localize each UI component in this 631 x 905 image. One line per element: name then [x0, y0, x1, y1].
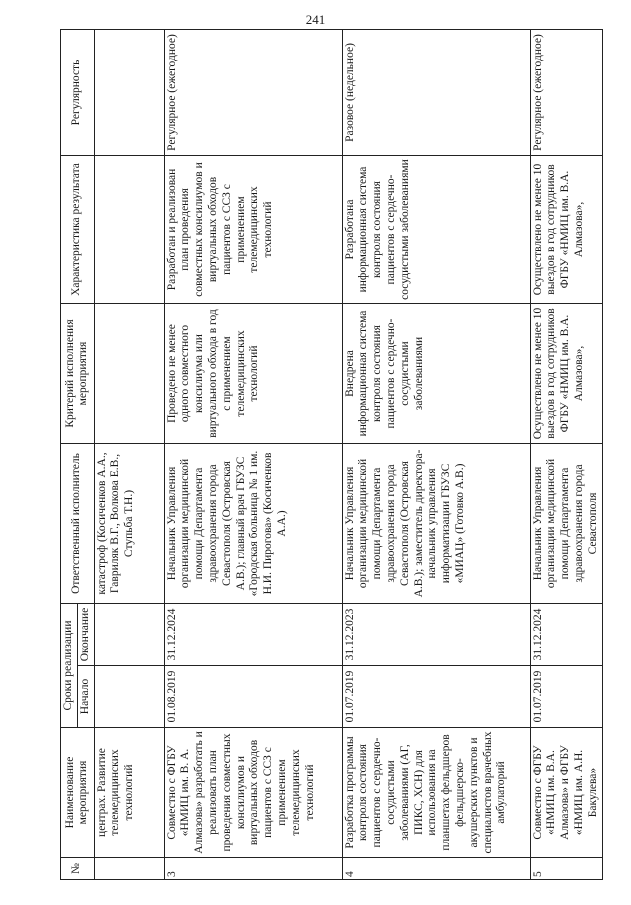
row-regularity: Регулярное (ежегодное) [164, 30, 342, 156]
row-criterion [94, 304, 164, 444]
page-number: 241 [305, 12, 326, 27]
row-regularity [94, 30, 164, 156]
header-regularity: Регулярность [61, 30, 95, 156]
row-name: Совместно с ФГБУ «НМИЦ им. В.А. Алмазова» и ФГБУ «НМИЦ им. А.Н. Бакулева» [530, 728, 602, 858]
row-regularity: Регулярное (ежегодное) [530, 30, 602, 156]
row-num [94, 858, 164, 880]
action-plan-table [60, 29, 603, 880]
row-end: 31.12.2024 [530, 604, 602, 666]
table-body [94, 30, 602, 880]
table-header [61, 30, 95, 880]
row-num: 4 [342, 858, 530, 880]
row-end [94, 604, 164, 666]
table-row [164, 30, 342, 880]
table-row [530, 30, 602, 880]
row-responsible: катастроф (Косиченков А.А., Гавриляк В.Г., Волкова Е.В., Ступьба Т.Н.) [94, 444, 164, 604]
row-start: 01.07.2019 [530, 666, 602, 728]
header-responsible: Ответственный исполнитель [61, 444, 95, 604]
row-criterion: Проведено не менее одного совместного консилиума или виртуального обхода в год с применением телемедицинских технологий [164, 304, 342, 444]
row-criterion: Внедрена информационная система контроля состояния пациентов с сердечно-сосудистыми заболеваниями [342, 304, 530, 444]
header-criterion: Критерий исполнения мероприятия [61, 304, 95, 444]
row-responsible: Начальник Управления организации медицинской помощи Департамента здравоохранения города Севастополя (Островская А.В.); главный врач ГБУЗС «Городская больница № 1 им. Н.И. Пирогова» (Косиченков А.А.) [164, 444, 342, 604]
row-num: 3 [164, 858, 342, 880]
header-num: № [61, 858, 95, 880]
header-start: Начало [77, 666, 94, 728]
row-start: 01.08.2019 [164, 666, 342, 728]
row-start [94, 666, 164, 728]
header-result: Характеристика результата [61, 156, 95, 304]
table-row [94, 30, 164, 880]
row-responsible: Начальник Управления организации медицинской помощи Департамента здравоохранения города Севастополя (Островская А.В.); заместитель директора-начальник управления информатизации ГБУЗС «МИАЦ» (Готовко А.В.) [342, 444, 530, 604]
header-end: Окончание [77, 604, 94, 666]
row-regularity: Разовое (недельное) [342, 30, 530, 156]
header-name: Наименование мероприятия [61, 728, 95, 858]
row-num: 5 [530, 858, 602, 880]
row-criterion: Осуществлено не менее 10 выездов в год сотрудников ФГБУ «НМИЦ им. В.А. Алмазова», [530, 304, 602, 444]
row-end: 31.12.2024 [164, 604, 342, 666]
table-row [342, 30, 530, 880]
rotated-table-container [60, 30, 599, 880]
row-result: Разработан и реализован план проведения совместных консилиумов и виртуальных обходов пациентов с ССЗ с применением телемедицинских технологий [164, 156, 342, 304]
row-end: 31.12.2023 [342, 604, 530, 666]
row-result [94, 156, 164, 304]
header-period: Сроки реализации [61, 604, 78, 728]
row-name: Совместно с ФГБУ «НМИЦ им. В. А. Алмазова» разработать и реализовать план проведения совместных консилиумов и виртуальных обходов пациентов с ССЗ с применением телемедицинских технологий [164, 728, 342, 858]
row-result: Осуществлено не менее 10 выездов в год сотрудников ФГБУ «НМИЦ им. В.А. Алмазова», [530, 156, 602, 304]
row-name: центрах. Развитие телемедицинских технологий [94, 728, 164, 858]
row-start: 01.07.2019 [342, 666, 530, 728]
row-name: Разработка программы контроля состояния пациентов с сердечно-сосудистыми заболеваниями (АГ, ПИКС, ХСН) для использования на планшетах фельдшеров фельдшерско-акушерских пунктов и специалистов врачебных амбулаторий [342, 728, 530, 858]
row-result: Разработана информационная система контроля состояния пациентов с сердечно-сосудистыми заболеваниями [342, 156, 530, 304]
row-responsible: Начальник Управления организации медицинской помощи Департамента здравоохранения города Севастополя [530, 444, 602, 604]
